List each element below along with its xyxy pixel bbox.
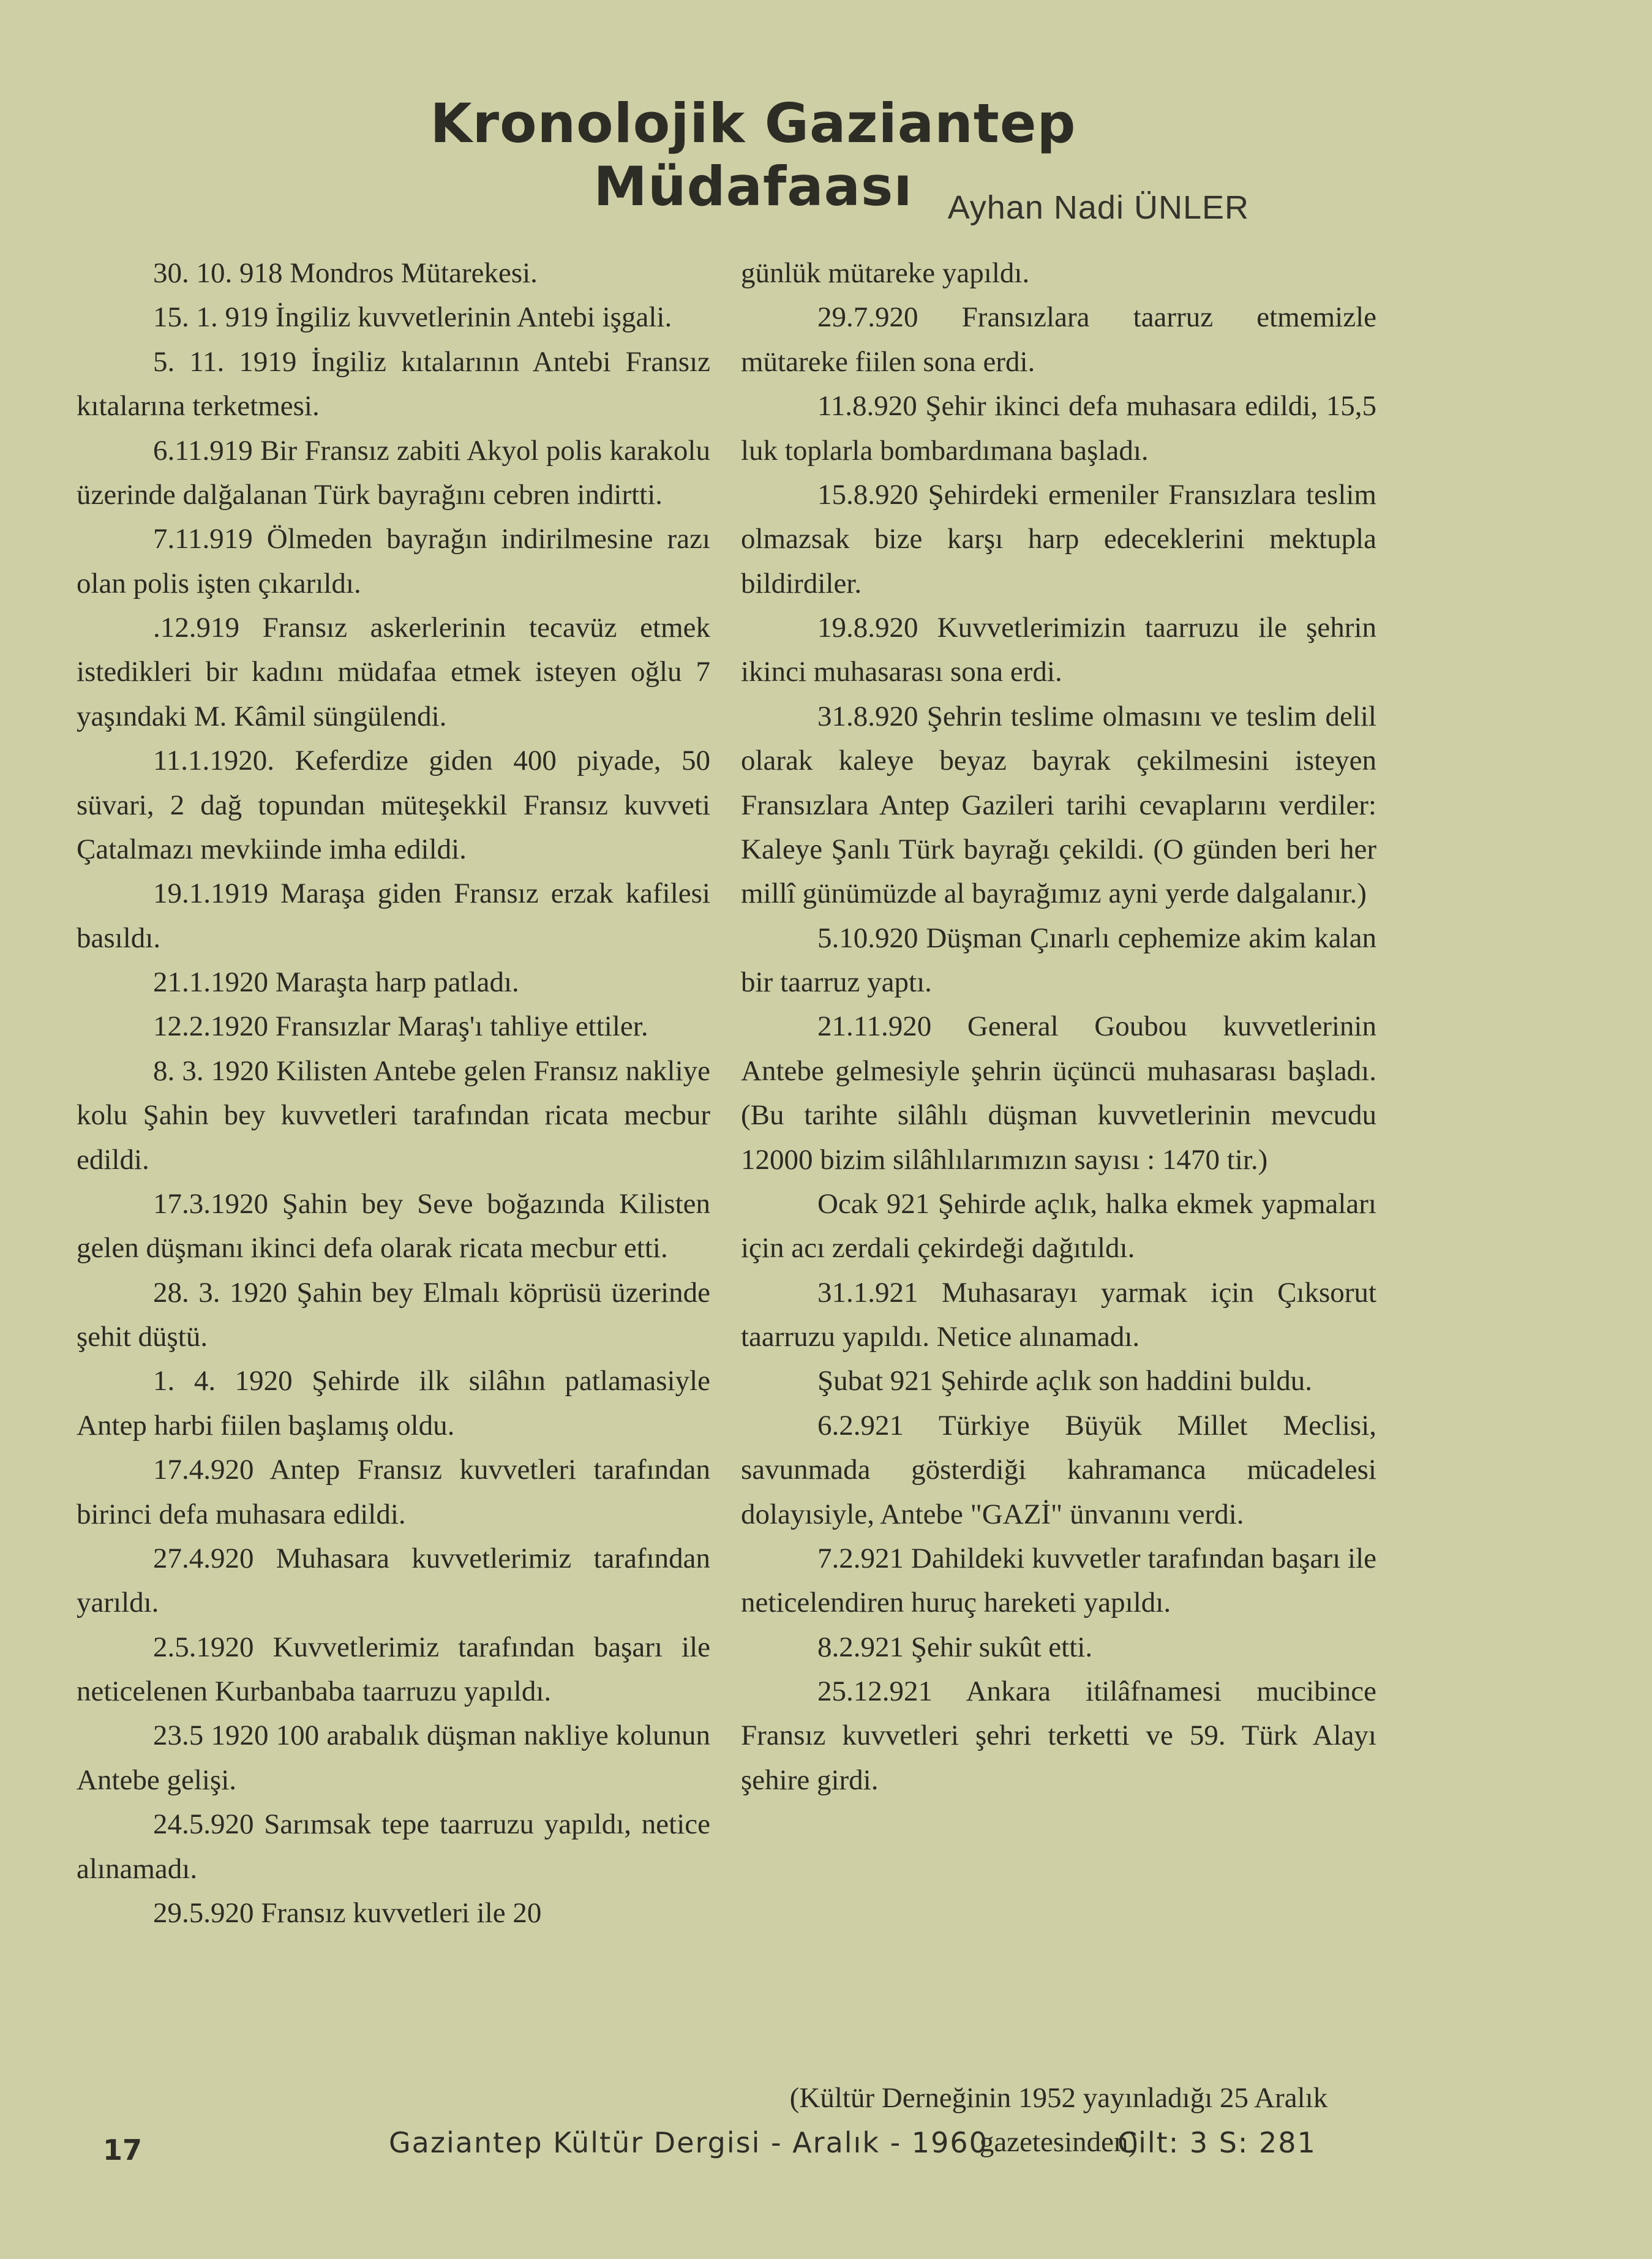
chronology-entry: 19.1.1919 Maraşa giden Fransız erzak kafilesi basıldı.: [77, 878, 710, 954]
chronology-entry: 11.1.1920. Keferdize giden 400 piyade, 50 süvari, 2 dağ topundan müteşekkil Fransız kuvveti Çatalmazı mevkiinde imha edildi.: [77, 745, 710, 865]
chronology-entry: 11.8.920 Şehir ikinci defa muhasara edildi, 15,5 luk toplarla bombardımana başladı.: [741, 390, 1376, 467]
chronology-entry: 27.4.920 Muhasara kuvvetlerimiz tarafından yarıldı.: [77, 1542, 710, 1619]
chronology-entry: 17.4.920 Antep Fransız kuvvetleri tarafından birinci defa muhasara edildi.: [77, 1454, 710, 1530]
chronology-entry: 12.2.1920 Fransızlar Maraş'ı tahliye ettiler.: [153, 1010, 648, 1043]
volume-issue: Cilt: 3 S: 281: [1117, 2126, 1316, 2159]
chronology-entry: 2.5.1920 Kuvvetlerimiz tarafından başarı ile neticelenen Kurbanbaba taarruzu yapıldı.: [77, 1631, 710, 1707]
chronology-entry: 8. 3. 1920 Kilisten Antebe gelen Fransız nakliye kolu Şahin bey kuvvetleri tarafından ricata mecbur edildi.: [77, 1054, 710, 1176]
chronology-entry: 5. 11. 1919 İngiliz kıtalarının Antebi Fransız kıtalarına terketmesi.: [77, 345, 710, 423]
chronology-entry: 19.8.920 Kuvvetlerimizin taarruzu ile şehrin ikinci muhasarası sona erdi.: [741, 612, 1376, 688]
source-note: (Kültür Derneğinin 1952 yayınladığı 25 Aralık gazetesinden): [789, 2082, 1328, 2159]
chronology-entry: .12.919 Fransız askerlerinin tecavüz etmek istedikleri bir kadını müdafaa etmek isteyen oğlu 7 yaşındaki M. Kâmil süngülendi.: [77, 612, 710, 732]
chronology-entry: 28. 3. 1920 Şahin bey Elmalı köprüsü üzerinde şehit düştü.: [77, 1276, 710, 1353]
journal-name: Gaziantep Kültür Dergisi - Aralık - 1960: [389, 2126, 988, 2159]
chronology-entry: 23.5 1920 100 arabalık düşman nakliye kolunun Antebe gelişi.: [77, 1720, 710, 1796]
chronology-entry: 21.11.920 General Goubou kuvvetlerinin Antebe gelmesiyle şehrin üçüncü muhasarası başladı. (Bu tarihte silâhlı düşman kuvvetlerinin mevcudu 12000 bizim silâhlılarımızın sayısı : 1470 tir.): [741, 1010, 1376, 1176]
chronology-entry: 5.10.920 Düşman Çınarlı cephemize akim kalan bir taarruz yaptı.: [741, 922, 1376, 998]
chronology-entry: 31.1.921 Muhasarayı yarmak için Çıksorut taarruzu yapıldı. Netice alınamadı.: [741, 1276, 1376, 1353]
chronology-entry: 7.2.921 Dahildeki kuvvetler tarafından başarı ile neticelendiren huruç hareketi yapıldı.: [741, 1542, 1376, 1619]
chronology-entry: günlük mütareke yapıldı.: [741, 257, 1030, 289]
chronology-entry: 31.8.920 Şehrin teslime olmasını ve teslim delil olarak kaleye beyaz bayrak çekilmesini isteyen Fransızlara Antep Gazileri tarihi cevaplarını verdiler: Kaleye Şanlı Türk bayrağı çekildi. (O günden beri her millî günümüzde al bayrağımız ayni yerde dalgalanır.): [741, 700, 1376, 910]
chronology-entry: Ocak 921 Şehirde açlık, halka ekmek yapmaları için acı zerdali çekirdeği dağıtıldı.: [741, 1187, 1376, 1265]
page-footer: [0, 2126, 1652, 2175]
chronology-entry: 1. 4. 1920 Şehirde ilk silâhın patlamasiyle Antep harbi fiilen başlamış oldu.: [77, 1365, 710, 1441]
chronology-entry: 21.1.1920 Maraşta harp patladı.: [153, 966, 519, 998]
chronology-entry: 8.2.921 Şehir sukût etti.: [817, 1631, 1093, 1663]
chronology-entry: 30. 10. 918 Mondros Mütarekesi.: [153, 257, 538, 289]
author-name: Ayhan Nadi ÜNLER: [947, 189, 1249, 226]
chronology-entry: Şubat 921 Şehirde açlık son haddini buldu.: [817, 1365, 1313, 1397]
chronology-entry: 6.11.919 Bir Fransız zabiti Akyol polis karakolu üzerinde dalğalanan Türk bayrağını cebren indirtti.: [77, 434, 710, 511]
page-number: 17: [103, 2133, 143, 2167]
chronology-entry: 15. 1. 919 İngiliz kuvvetlerinin Antebi işgali.: [153, 301, 672, 334]
chronology-entry: 7.11.919 Ölmeden bayrağın indirilmesine razı olan polis işten çıkarıldı.: [77, 523, 710, 600]
chronology-entry: 15.8.920 Şehirdeki ermeniler Fransızlara teslim olmazsak bize karşı harp edeceklerini mektupla bildirdiler.: [741, 478, 1376, 600]
chronology-entry: 17.3.1920 Şahin bey Seve boğazında Kilisten gelen düşmanı ikinci defa olarak ricata mecbur etti.: [77, 1187, 710, 1265]
chronology-entry: 29.7.920 Fransızlara taarruz etmemizle mütareke fiilen sona erdi.: [741, 301, 1376, 378]
page-title: Kronolojik Gaziantep Müdafaası: [430, 92, 1076, 218]
left-column: [77, 251, 710, 1935]
chronology-entry: 24.5.920 Sarımsak tepe taarruzu yapıldı, netice alınamadı.: [77, 1808, 710, 1885]
chronology-entry: 6.2.921 Türkiye Büyük Millet Meclisi, savunmada gösterdiği kahramanca mücadelesi dolayısiyle, Antebe "GAZİ" ünvanını verdi.: [741, 1409, 1376, 1530]
chronology-entry: 29.5.920 Fransız kuvvetleri ile 20: [153, 1896, 542, 1929]
chronology-entry: 25.12.921 Ankara itilâfnamesi mucibince Fransız kuvvetleri şehri terketti ve 59. Türk Alayı şehire girdi.: [741, 1675, 1376, 1796]
right-column: [741, 251, 1376, 1802]
